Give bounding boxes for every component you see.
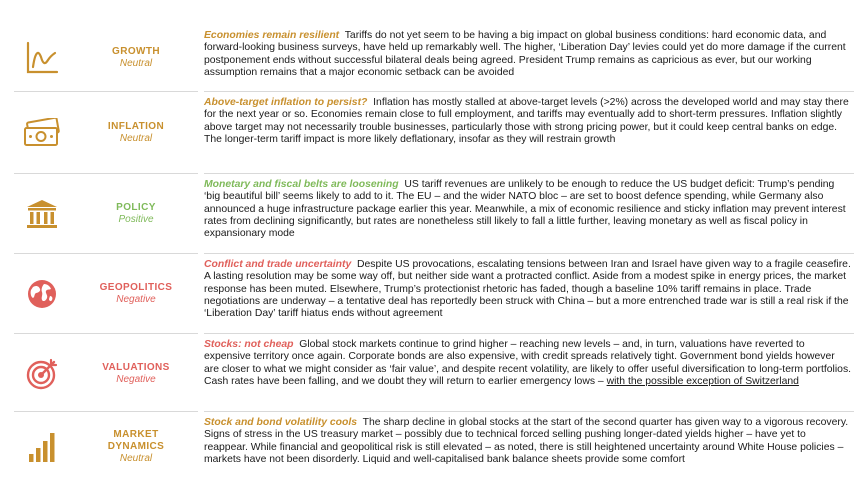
status-badge: Positive: [118, 214, 154, 225]
row-divider: [14, 333, 198, 334]
row-divider: [204, 91, 854, 92]
inflation-icon-cell: [14, 94, 70, 172]
growth-chart-icon: [25, 41, 59, 75]
commentary-body: Tariffs do not yet seem to be having a big impact on global business conditions: hard economic data, and forward-looking business surveys, have held up remarkably well. The higher, ‘Liberation Day’ levies could yet do more damage if the current postponement ends without successful bilateral deals being agreed. President Trump remains as capricious as ever, but our working assumption remains that a major economic setback can be avoided: [204, 30, 846, 79]
category-label: GROWTH: [112, 46, 160, 57]
commentary-body: Global stock markets continue to grind higher – reaching new levels – and, in turn, valuations have reverted to expensive territory once again. Corporate bonds are also expensive, with credit spreads relatively tight. Government bond yields however are closer to what we might consider as ‘fair value’, and despite recent volatility, are likely to offer useful diversification to long-term portfolios. Cash rates have been falling, and we doubt they will return to earlier emergency lows –: [204, 339, 852, 388]
status-badge: Negative: [116, 294, 156, 305]
commentary-heading: Above-target inflation to persist?: [204, 97, 368, 108]
category-label: GEOPOLITICS: [99, 282, 173, 293]
commentary-text: [204, 179, 852, 241]
status-badge: Neutral: [119, 58, 153, 69]
valuations-label-cell: [74, 336, 198, 411]
row-geopolitics: [14, 256, 857, 332]
row-policy: [14, 176, 857, 252]
row-market-dynamics: [14, 414, 857, 480]
growth-label-cell: [74, 27, 198, 89]
row-divider: [204, 253, 854, 254]
commentary-body: Inflation has mostly stalled at above-target levels (>2%) across the developed world and may stay there for the next year or so. Economies remain close to full employment, and tariffs may eventually add to short-term pressures. Inflation slightly above target may not necessarily trouble businesses, particularly those with strong pricing power, but it could keep central banks on edge. The longer-term tariff impact is more likely deflationary, insofar as they will restrain growth: [204, 97, 849, 146]
commentary-heading: Stocks: not cheap: [204, 339, 294, 350]
status-badge: Neutral: [119, 133, 153, 144]
commentary-text: [204, 417, 852, 466]
status-badge: Negative: [116, 373, 156, 385]
row-divider: [204, 411, 854, 412]
policy-label-cell: [74, 176, 198, 252]
category-label-line1: MARKET: [113, 429, 159, 440]
commentary-heading: Monetary and fiscal belts are loosening: [204, 179, 399, 190]
category-label: POLICY: [116, 202, 156, 213]
row-growth: [14, 27, 857, 89]
commentary-text: [204, 259, 852, 321]
commentary-body: Despite US provocations, escalating tensions between Iran and Israel have given way to a fragile ceasefire. A lasting resolution may be some way off, but neither side want a protracted conflict. Aside from a modest spike in energy prices, the market response has been muted. Elsewhere, Trump’s protectionist rhetoric has faded, though a baseline 10% tariff remains in place. Trade negotiations are underway – a tentative deal has reportedly been struck with China – but a more entrenched trade war is still a real risk if the ‘Liberation Day’ tariff hiatus ends without agreement: [204, 259, 851, 320]
commentary-text: [204, 97, 852, 146]
banknote-icon: [23, 118, 61, 148]
market-dynamics-icon-cell: [14, 414, 70, 480]
category-label: VALUATIONS: [102, 361, 170, 373]
commentary-text: [204, 30, 852, 79]
row-inflation: [14, 94, 857, 172]
target-icon: [25, 357, 59, 391]
row-divider: [204, 173, 854, 174]
commentary-heading: Conflict and trade uncertainty: [204, 259, 352, 270]
row-valuations: [14, 336, 857, 411]
inflation-label-cell: [74, 94, 198, 172]
geopolitics-label-cell: [74, 256, 198, 332]
globe-icon: [26, 278, 58, 310]
bar-chart-icon: [25, 430, 59, 464]
row-divider: [14, 91, 198, 92]
commentary-heading: Stock and bond volatility cools: [204, 417, 357, 428]
commentary-text: [204, 339, 852, 388]
commentary-heading: Economies remain resilient: [204, 30, 340, 41]
bank-building-icon: [25, 198, 59, 230]
commentary-body: US tariff revenues are unlikely to be enough to reduce the US budget deficit: Trump’s pending ‘big beautiful bill’ seems likely to add to it. The EU – and the wider NATO bloc – are set to boost defence spending, while Germany also announced a huge infrastructure package earlier this year. Meanwhile, a mix of economic resilience and sticky inflation may prevent interest rates from declining significantly, but rates are nonetheless still likely to fall a little further, leaving monetary as well as fiscal policy in expansionary mode: [204, 179, 846, 240]
category-label: INFLATION: [107, 121, 165, 132]
row-divider: [14, 173, 198, 174]
geopolitics-icon-cell: [14, 256, 70, 332]
row-divider: [204, 333, 854, 334]
market-dynamics-label-cell: [74, 414, 198, 480]
growth-icon-cell: [14, 27, 70, 89]
row-divider: [14, 411, 198, 412]
status-badge: Neutral: [119, 453, 153, 464]
row-divider: [14, 253, 198, 254]
commentary-body: The sharp decline in global stocks at the start of the second quarter has given way to a vigorous recovery. Signs of stress in the US treasury market – possibly due to technical forced selling pushing longer-dated yields higher – have yet to reappear. While financial and geopolitical risk is still elevated – as noted, there is still heightened uncertainty around White House policies – markets have not been disorderly. Liquid and well-capitalised bank balance sheets provide some comfort: [204, 417, 849, 466]
valuations-icon-cell: [14, 336, 70, 411]
category-label-line2: DYNAMICS: [107, 441, 165, 452]
commentary-body-underlined: with the possible exception of Switzerland: [606, 376, 799, 388]
policy-icon-cell: [14, 176, 70, 252]
